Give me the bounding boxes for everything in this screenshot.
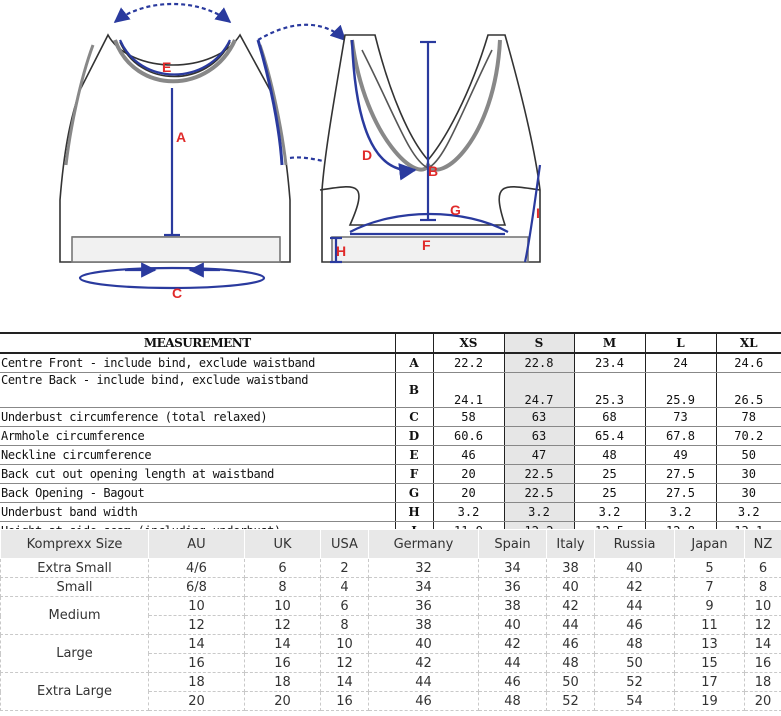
size-value: 40 [595, 559, 675, 578]
size-value: 40 [479, 616, 547, 635]
measurement-description: Neckline circumference [0, 446, 395, 465]
size-value: 20 [245, 692, 321, 711]
measurement-header-row [0, 333, 781, 353]
measurement-value: 27.5 [645, 465, 716, 484]
measurement-value: 22.2 [433, 353, 504, 373]
size-value: 54 [595, 692, 675, 711]
size-value: 16 [321, 692, 369, 711]
size-value: 18 [245, 673, 321, 692]
size-name: Small [1, 578, 149, 597]
size-value: 20 [745, 692, 781, 711]
size-column-header: Italy [547, 530, 595, 559]
size-column-header: AU [149, 530, 245, 559]
measurement-description: Underbust circumference (total relaxed) [0, 408, 395, 427]
size-value: 44 [547, 616, 595, 635]
size-name: Extra Small [1, 559, 149, 578]
size-value: 2 [321, 559, 369, 578]
measurement-row [0, 408, 781, 427]
size-value: 48 [479, 692, 547, 711]
size-value: 34 [369, 578, 479, 597]
measurement-row [0, 465, 781, 484]
label-i: I [536, 205, 540, 221]
size-value: 38 [547, 559, 595, 578]
measurement-value: 3.2 [433, 503, 504, 522]
size-column-header: Russia [595, 530, 675, 559]
size-header: S [504, 333, 574, 353]
size-value: 52 [595, 673, 675, 692]
size-value: 19 [675, 692, 745, 711]
measurement-row [0, 373, 781, 408]
measurement-code: G [395, 484, 433, 503]
size-column-header: USA [321, 530, 369, 559]
size-name: Extra Large [1, 673, 149, 711]
size-header: M [574, 333, 645, 353]
size-value: 12 [321, 654, 369, 673]
size-value: 36 [479, 578, 547, 597]
size-name: Large [1, 635, 149, 673]
label-a: A [176, 129, 187, 145]
label-e: E [162, 59, 172, 75]
size-column-header: Komprexx Size [1, 530, 149, 559]
size-header-row [1, 530, 781, 559]
front-view [60, 35, 290, 262]
measurement-code: F [395, 465, 433, 484]
measurement-value: 26.5 [716, 373, 781, 408]
measurement-value: 63 [504, 427, 574, 446]
measurement-value: 22.5 [504, 465, 574, 484]
measurement-value: 30 [716, 465, 781, 484]
measurement-value: 50 [716, 446, 781, 465]
size-row [1, 673, 781, 692]
size-column-header: Germany [369, 530, 479, 559]
size-row [1, 635, 781, 654]
label-h: H [336, 243, 347, 259]
size-value: 16 [245, 654, 321, 673]
measurement-value: 20 [433, 465, 504, 484]
measurement-value: 73 [645, 408, 716, 427]
measurement-description: Back Opening - Bagout [0, 484, 395, 503]
measurement-table [0, 332, 781, 541]
size-value: 40 [547, 578, 595, 597]
size-value: 6 [245, 559, 321, 578]
size-value: 17 [675, 673, 745, 692]
size-value: 4 [321, 578, 369, 597]
size-value: 12 [745, 616, 781, 635]
size-name: Medium [1, 597, 149, 635]
size-value: 42 [547, 597, 595, 616]
measurement-code: B [395, 373, 433, 408]
size-conversion-table [0, 529, 781, 711]
size-header: XL [716, 333, 781, 353]
size-value: 46 [547, 635, 595, 654]
size-value: 10 [245, 597, 321, 616]
measurement-value: 65.4 [574, 427, 645, 446]
label-g: G [450, 202, 461, 218]
measurement-value: 24.7 [504, 373, 574, 408]
measurement-value: 23.4 [574, 353, 645, 373]
measurement-value: 3.2 [504, 503, 574, 522]
size-value: 11 [675, 616, 745, 635]
measurement-value: 63 [504, 408, 574, 427]
measurement-value: 78 [716, 408, 781, 427]
measurement-value: 24.1 [433, 373, 504, 408]
measurement-value: 25.9 [645, 373, 716, 408]
measurement-description: Armhole circumference [0, 427, 395, 446]
measurement-value: 24.6 [716, 353, 781, 373]
size-row [1, 578, 781, 597]
size-value: 6/8 [149, 578, 245, 597]
measurement-value: 46 [433, 446, 504, 465]
measurement-value: 49 [645, 446, 716, 465]
size-value: 46 [479, 673, 547, 692]
size-value: 38 [369, 616, 479, 635]
size-value: 44 [479, 654, 547, 673]
size-value: 15 [675, 654, 745, 673]
measurement-value: 22.8 [504, 353, 574, 373]
measurement-value: 30 [716, 484, 781, 503]
size-header: XS [433, 333, 504, 353]
measurement-row [0, 427, 781, 446]
size-row [1, 559, 781, 578]
size-value: 44 [595, 597, 675, 616]
size-value: 32 [369, 559, 479, 578]
measurement-row [0, 503, 781, 522]
size-value: 34 [479, 559, 547, 578]
size-value: 18 [745, 673, 781, 692]
size-value: 10 [321, 635, 369, 654]
measurement-code: A [395, 353, 433, 373]
measurement-value: 3.2 [645, 503, 716, 522]
size-value: 14 [149, 635, 245, 654]
measurement-value: 67.8 [645, 427, 716, 446]
measurement-value: 25.3 [574, 373, 645, 408]
size-value: 13 [675, 635, 745, 654]
size-value: 40 [369, 635, 479, 654]
label-f: F [422, 237, 431, 253]
size-value: 38 [479, 597, 547, 616]
size-value: 50 [595, 654, 675, 673]
measurement-value: 60.6 [433, 427, 504, 446]
size-value: 4/6 [149, 559, 245, 578]
size-column-header: UK [245, 530, 321, 559]
size-value: 42 [479, 635, 547, 654]
size-column-header: Spain [479, 530, 547, 559]
measurement-title: MEASUREMENT [0, 333, 395, 353]
label-d: D [362, 147, 373, 163]
size-value: 8 [321, 616, 369, 635]
size-value: 50 [547, 673, 595, 692]
size-value: 10 [149, 597, 245, 616]
size-value: 44 [369, 673, 479, 692]
measurement-value: 22.5 [504, 484, 574, 503]
measurement-value: 27.5 [645, 484, 716, 503]
measurement-code: E [395, 446, 433, 465]
measurement-description: Centre Front - include bind, exclude waistband [0, 353, 395, 373]
size-header: L [645, 333, 716, 353]
size-value: 14 [745, 635, 781, 654]
measurement-value: 58 [433, 408, 504, 427]
size-value: 42 [595, 578, 675, 597]
measurement-value: 3.2 [574, 503, 645, 522]
measurement-value: 24 [645, 353, 716, 373]
size-value: 14 [245, 635, 321, 654]
label-c: C [172, 285, 183, 301]
measurement-value: 20 [433, 484, 504, 503]
measurement-value: 47 [504, 446, 574, 465]
size-value: 42 [369, 654, 479, 673]
garment-diagram [0, 0, 781, 330]
label-b: B [428, 163, 439, 179]
size-value: 18 [149, 673, 245, 692]
measurement-code: C [395, 408, 433, 427]
size-value: 8 [745, 578, 781, 597]
measurement-code: D [395, 427, 433, 446]
size-value: 8 [245, 578, 321, 597]
size-value: 36 [369, 597, 479, 616]
measurement-description: Underbust band width [0, 503, 395, 522]
size-value: 48 [547, 654, 595, 673]
size-value: 5 [675, 559, 745, 578]
measurement-code: H [395, 503, 433, 522]
measurement-value: 25 [574, 465, 645, 484]
size-value: 10 [745, 597, 781, 616]
size-value: 6 [745, 559, 781, 578]
size-value: 9 [675, 597, 745, 616]
measurement-value: 68 [574, 408, 645, 427]
size-value: 46 [595, 616, 675, 635]
size-value: 52 [547, 692, 595, 711]
measurement-row [0, 484, 781, 503]
size-value: 46 [369, 692, 479, 711]
size-column-header: Japan [675, 530, 745, 559]
size-value: 14 [321, 673, 369, 692]
measurement-value: 25 [574, 484, 645, 503]
size-value: 12 [245, 616, 321, 635]
measurement-row [0, 353, 781, 373]
measurement-value: 70.2 [716, 427, 781, 446]
measurement-value: 48 [574, 446, 645, 465]
size-value: 12 [149, 616, 245, 635]
size-value: 48 [595, 635, 675, 654]
measurement-description: Back cut out opening length at waistband [0, 465, 395, 484]
size-value: 16 [745, 654, 781, 673]
measurement-description: Centre Back - include bind, exclude waistband [0, 373, 395, 408]
size-column-header: NZ [745, 530, 781, 559]
measurement-row [0, 446, 781, 465]
size-value: 6 [321, 597, 369, 616]
size-value: 16 [149, 654, 245, 673]
size-value: 7 [675, 578, 745, 597]
measurement-value: 3.2 [716, 503, 781, 522]
size-value: 20 [149, 692, 245, 711]
size-row [1, 597, 781, 616]
